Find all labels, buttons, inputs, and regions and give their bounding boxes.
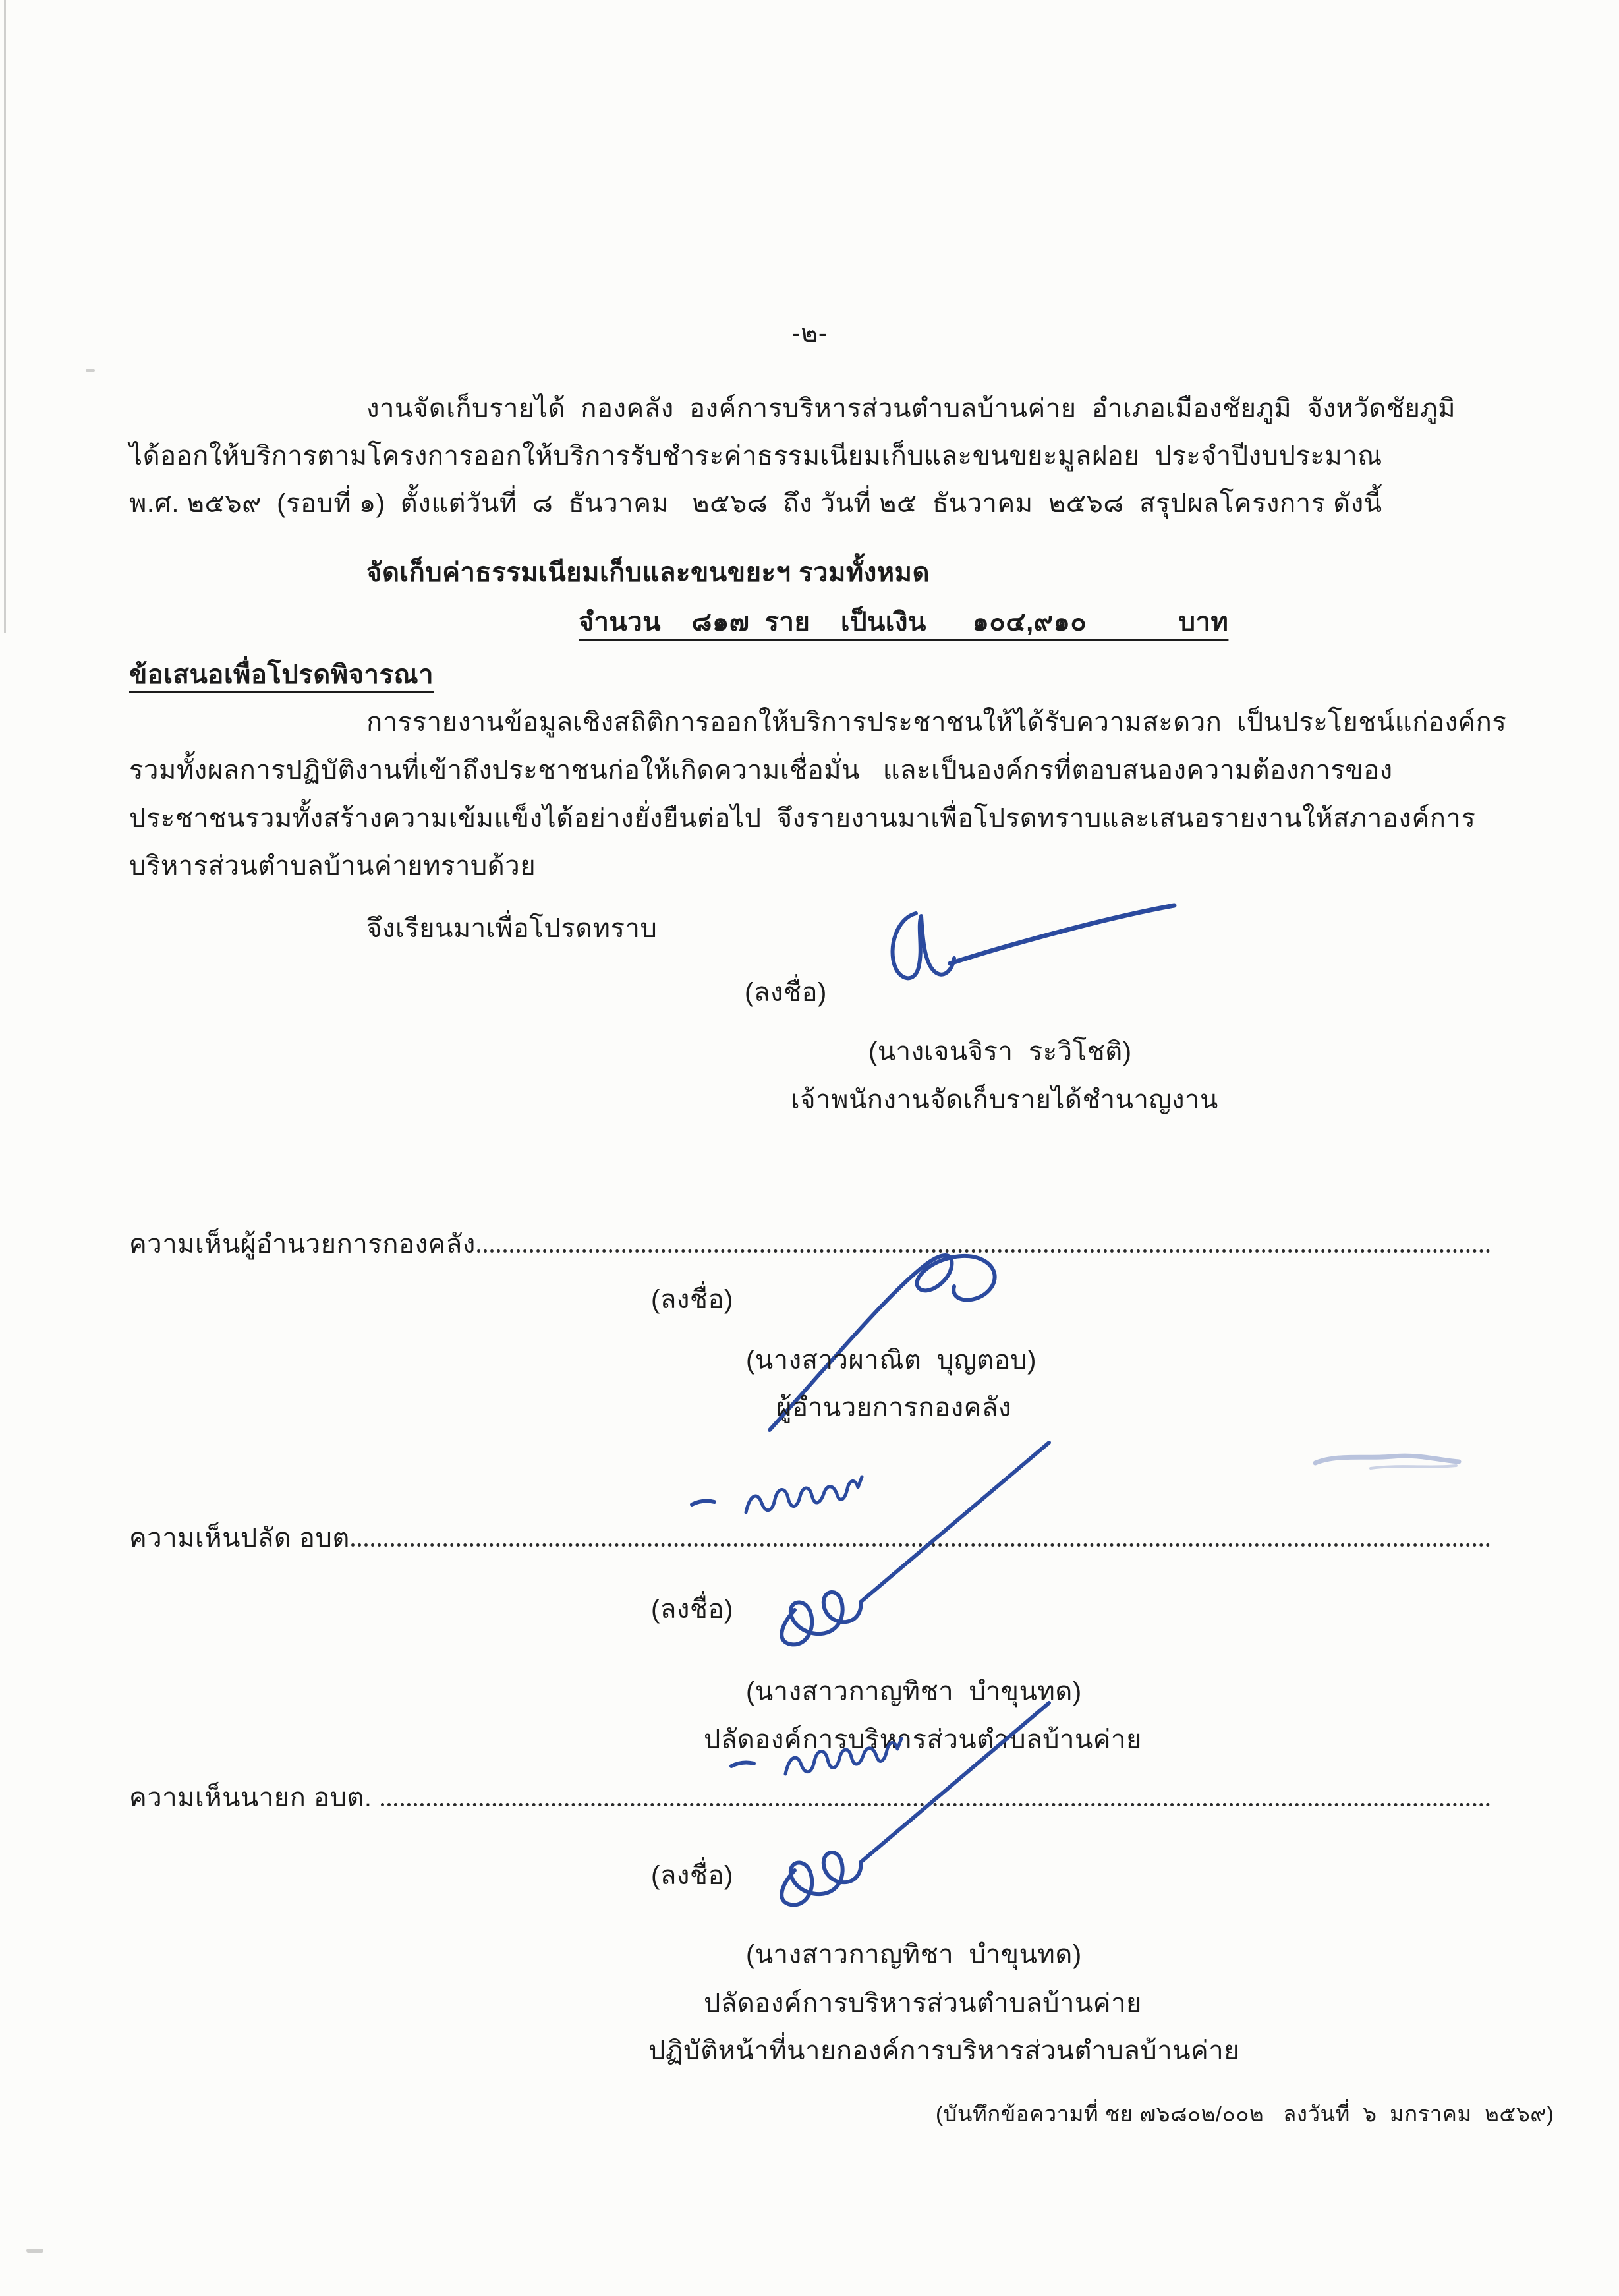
opinion-finance-name: (นางสาวผาณิต บุญตอบ) xyxy=(746,1346,1037,1375)
dotted-line xyxy=(477,1220,1491,1253)
opinion-finance-title: ผู้อำนวยการกองคลัง xyxy=(776,1393,1011,1422)
proposal-heading: ข้อเสนอเพื่อโปรดพิจารณา xyxy=(129,660,434,689)
proposal-line4: บริหารส่วนตำบลบ้านค่ายทราบด้วย xyxy=(129,851,536,880)
proposal-line2: รวมทั้งผลการปฏิบัติงานที่เข้าถึงประชาชนก่อให้เกิดความเชื่อมั่น และเป็นองค์กรที่ตอบสนองความต้องการของ xyxy=(129,756,1393,785)
proposal-line1: การรายงานข้อมูลเชิงสถิติการออกให้บริการประชาชนให้ได้รับความสะดวก เป็นประโยชน์แก่องค์กร xyxy=(366,708,1507,737)
paragraph1-line3: พ.ศ. ๒๕๖๙ (รอบที่ ๑) ตั้งแต่วันที่ ๘ ธันวาคม ๒๕๖๘ ถึง วันที่ ๒๕ ธันวาคม ๒๕๖๘ สรุปผลโครงการ ดังนี้ xyxy=(129,489,1382,518)
opinion-mayor-label: ความเห็นนายก อบต. xyxy=(129,1783,380,1812)
footer-reference-note: (บันทึกข้อความที่ ชย ๗๖๘๐๒/๐๐๒ ลงวันที่ ๖ มกราคม ๒๕๖๙) xyxy=(936,2102,1554,2126)
scan-edge-artifact xyxy=(4,0,6,633)
opinion-deputy-label: ความเห็นปลัด อบต xyxy=(129,1524,350,1553)
proposal-closing: จึงเรียนมาเพื่อโปรดทราบ xyxy=(366,914,658,943)
proposal-line3: ประชาชนรวมทั้งสร้างความเข้มแข็งได้อย่างยั่งยืนต่อไป จึงรายงานมาเพื่อโปรดทราบและเสนอรายงานให้สภาองค์การ xyxy=(129,804,1476,833)
dotted-line xyxy=(381,1774,1491,1806)
dotted-line xyxy=(351,1514,1491,1547)
opinion-finance-row xyxy=(129,1220,1491,1260)
ink-smudge xyxy=(1311,1449,1469,1475)
scan-speck xyxy=(26,2249,43,2253)
opinion-deputy-name: (นางสาวกาญทิชา บำขุนทด) xyxy=(746,1677,1082,1706)
signer1-sign-label: (ลงชื่อ) xyxy=(745,978,827,1007)
summary-heading: จัดเก็บค่าธรรมเนียมเก็บและขนขยะฯ รวมทั้งหมด xyxy=(366,558,930,587)
scan-speck xyxy=(86,369,95,372)
opinion-deputy-title: ปลัดองค์การบริหารส่วนตำบลบ้านค่าย xyxy=(704,1725,1142,1754)
opinion-deputy-sign-label: (ลงชื่อ) xyxy=(651,1595,733,1624)
paragraph1-line2: ได้ออกให้บริการตามโครงการออกให้บริการรับชำระค่าธรรมเนียมเก็บและขนขยะมูลฝอย ประจำปีงบประมาณ xyxy=(129,442,1382,471)
signer1-title: เจ้าพนักงานจัดเก็บรายได้ชำนาญงาน xyxy=(791,1085,1218,1114)
paragraph1-line1: งานจัดเก็บรายได้ กองคลัง องค์การบริหารส่วนตำบลบ้านค่าย อำเภอเมืองชัยภูมิ จังหวัดชัยภูมิ xyxy=(366,394,1456,423)
page-number-text: -๒- xyxy=(791,319,828,348)
page-number xyxy=(0,318,1619,349)
opinion-finance-label: ความเห็นผู้อำนวยการกองคลัง xyxy=(129,1230,476,1259)
opinion-mayor-title1: ปลัดองค์การบริหารส่วนตำบลบ้านค่าย xyxy=(704,1989,1142,2018)
opinion-deputy-row xyxy=(129,1514,1491,1554)
opinion-mayor-name: (นางสาวกาญทิชา บำขุนทด) xyxy=(746,1940,1082,1969)
opinion-mayor-sign-label: (ลงชื่อ) xyxy=(651,1861,733,1890)
opinion-mayor-row xyxy=(129,1774,1491,1814)
summary-amount-line: จำนวน ๘๑๗ ราย เป็นเงิน ๑๐๔,๙๑๐ บาท xyxy=(579,608,1229,637)
opinion-mayor-title2: ปฏิบัติหน้าที่นายกองค์การบริหารส่วนตำบลบ้านค่าย xyxy=(648,2036,1240,2065)
signer1-name: (นางเจนจิรา ระวิโชติ) xyxy=(868,1037,1132,1066)
signature-jenjira-icon xyxy=(876,896,1186,1002)
opinion-finance-sign-label: (ลงชื่อ) xyxy=(651,1285,733,1314)
